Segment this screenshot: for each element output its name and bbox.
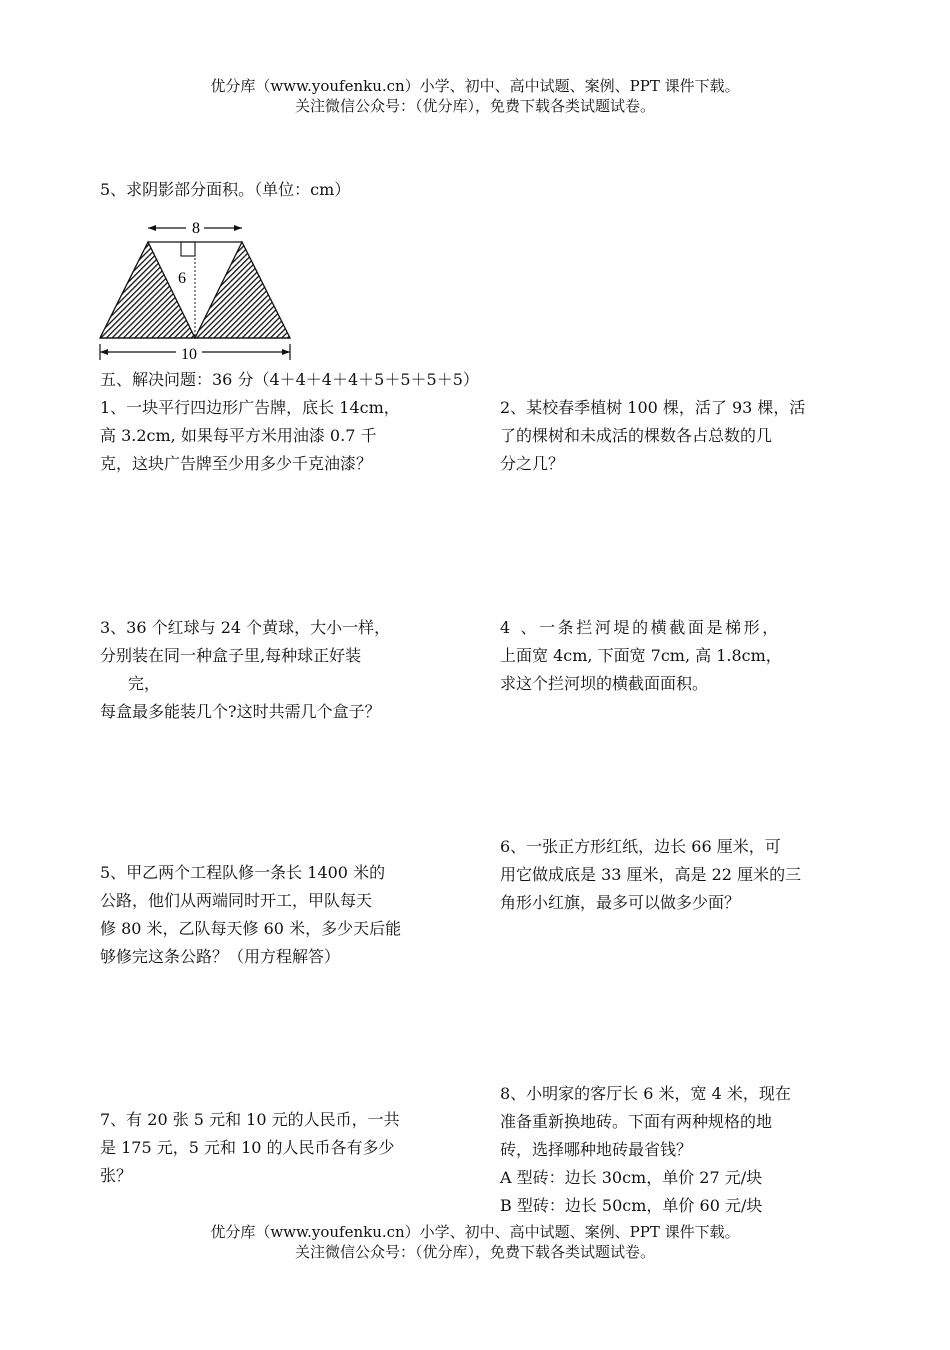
bottom-arrow-right <box>282 349 290 355</box>
header-line-1: 优分库（www.youfenku.cn）小学、初中、高中试题、案例、PPT 课件下载。 <box>210 77 740 95</box>
problem-4-line: 求这个拦河坝的横截面面积。 <box>500 674 709 693</box>
problem-5-line: 公路，他们从两端同时开工，甲队每天 <box>100 891 373 910</box>
problem-6 <box>500 833 801 917</box>
problem-7-line: 7、有 20 张 5 元和 10 元的人民币，一共 <box>100 1110 400 1129</box>
header-line-2: 关注微信公众号：（优分库），免费下载各类试题试卷。 <box>294 97 655 115</box>
problem-4 <box>500 614 782 698</box>
footer-line-1: 优分库（www.youfenku.cn）小学、初中、高中试题、案例、PPT 课件下载。 <box>210 1223 740 1241</box>
problem-8-line: 准备重新换地砖。下面有两种规格的地 <box>500 1112 773 1131</box>
problem-1-line: 克，这块广告牌至少用多少千克油漆？ <box>100 454 373 473</box>
problem-1 <box>100 394 400 478</box>
problem-8 <box>500 1080 791 1220</box>
problem-5-line: 修 80 米，乙队每天修 60 米，多少天后能 <box>100 919 402 938</box>
page-header <box>0 76 950 116</box>
height-label: 6 <box>178 270 186 287</box>
problem-3-line: 完， <box>128 674 161 693</box>
problem-7-line: 张？ <box>100 1166 133 1185</box>
q5-shaded-title: 5、求阴影部分面积。（单位：cm） <box>100 180 351 199</box>
problem-8-line: 8、小明家的客厅长 6 米，宽 4 米，现在 <box>500 1084 791 1103</box>
problem-1-line: 高 3.2cm, 如果每平方米用油漆 0.7 千 <box>100 426 377 445</box>
section-five-title: 五、解决问题：36 分（4＋4＋4＋4＋5＋5＋5＋5） <box>100 370 479 389</box>
top-length-label: 8 <box>192 220 200 237</box>
problem-2-line: 2、某校春季植树 100 棵，活了 93 棵，活 <box>500 398 806 417</box>
problem-3-line: 分别装在同一种盒子里,每种球正好装 <box>100 646 362 665</box>
problem-7 <box>100 1106 400 1190</box>
problem-3-line: 每盒最多能装几个?这时共需几个盒子？ <box>100 702 381 721</box>
problem-8-line: 砖，选择哪种地砖最省钱？ <box>500 1140 693 1159</box>
bottom-arrow-left <box>100 349 108 355</box>
top-arrow-right <box>234 225 242 231</box>
problem-6-line: 角形小红旗，最多可以做多少面？ <box>500 893 741 912</box>
problem-4-line: 4 、一条拦河堤的横截面是梯形， <box>500 618 781 637</box>
problem-5-line: 够修完这条公路？（用方程解答） <box>100 947 341 966</box>
problem-2-line: 了的棵树和未成活的棵数各占总数的几 <box>500 426 773 445</box>
problem-3 <box>100 614 390 726</box>
page-footer <box>0 1222 950 1262</box>
problem-1-line: 1、一块平行四边形广告牌，底长 14cm， <box>100 398 400 417</box>
problem-2 <box>500 394 805 478</box>
shaded-triangles-figure <box>90 212 310 362</box>
problem-5-line: 5、甲乙两个工程队修一条长 1400 米的 <box>100 863 386 882</box>
tile-option-b: B 型砖：边长 50cm，单价 60 元/块 <box>500 1196 763 1215</box>
top-arrow-left <box>148 225 156 231</box>
footer-line-2: 关注微信公众号：（优分库），免费下载各类试题试卷。 <box>294 1243 655 1261</box>
problem-2-line: 分之几？ <box>500 454 565 473</box>
problem-3-line: 3、36 个红球与 24 个黄球，大小一样， <box>100 618 391 637</box>
problem-5 <box>100 859 401 971</box>
problem-6-line: 用它做成底是 33 厘米，高是 22 厘米的三 <box>500 865 802 884</box>
right-angle-mark <box>181 242 195 256</box>
problem-4-line: 上面宽 4cm, 下面宽 7cm, 高 1.8cm， <box>500 646 782 665</box>
bottom-length-label: 10 <box>181 346 197 362</box>
problem-7-line: 是 175 元，5 元和 10 的人民币各有多少 <box>100 1138 395 1157</box>
right-shaded-triangle <box>195 242 290 338</box>
problem-6-line: 6、一张正方形红纸，边长 66 厘米，可 <box>500 837 781 856</box>
tile-option-a: A 型砖：边长 30cm，单价 27 元/块 <box>500 1168 763 1187</box>
